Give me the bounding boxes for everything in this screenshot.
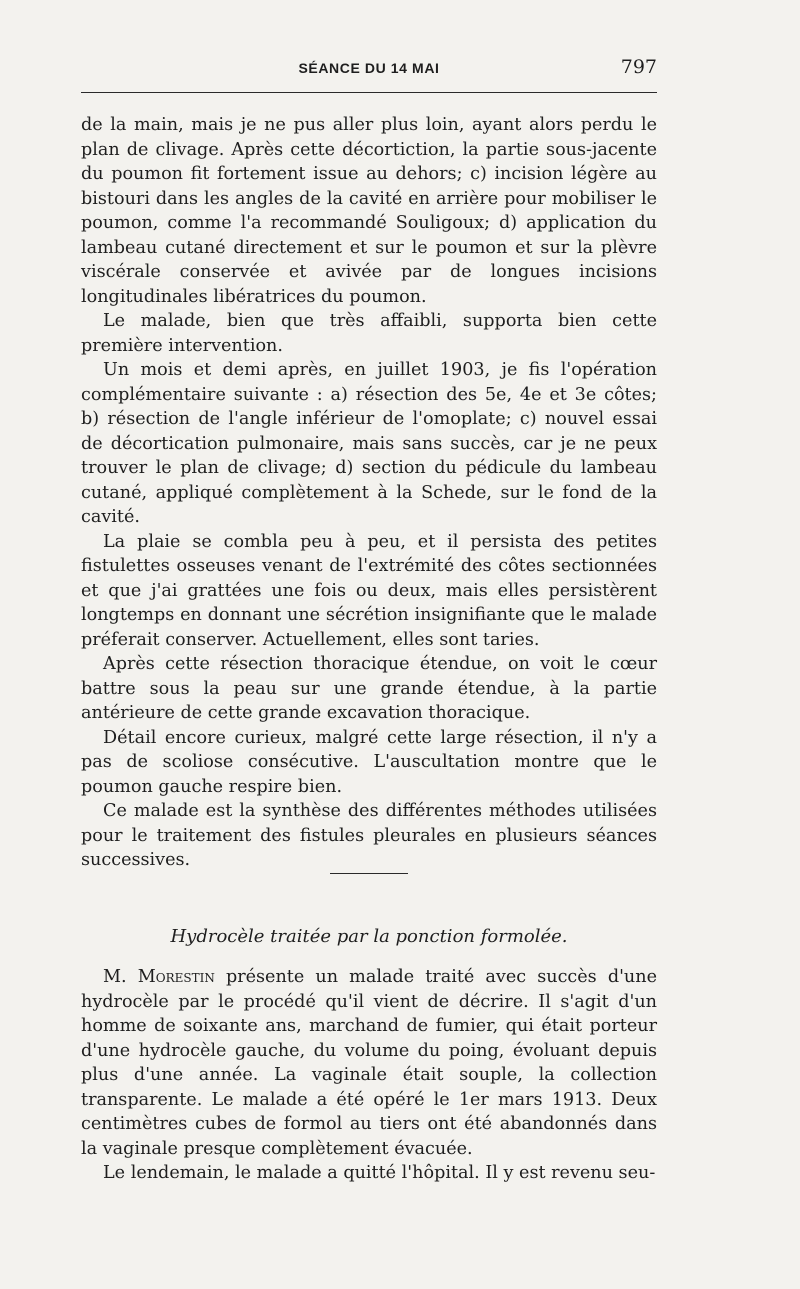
- section-separator: [330, 873, 408, 874]
- paragraph: Le malade, bien que très affaibli, supporta bien cette première intervention.: [81, 311, 657, 356]
- paragraph: Ce malade est la synthèse des différentes méthodes utilisées pour le traitement des fistules pleurales en plusieurs séances successives.: [81, 801, 657, 870]
- paragraph: Détail encore curieux, malgré cette large résection, il n'y a pas de scoliose consécutive. L'auscultation montre que le poumon gauche respire bien.: [81, 727, 657, 797]
- page-number: 797: [620, 56, 657, 78]
- header-rule: [81, 92, 657, 93]
- paragraph: Un mois et demi après, en juillet 1903, je fis l'opération complémentaire suivante : a) résection des 5e, 4e et 3e côtes; b) résection de l'angle inférieur de l'omoplate; c) nouvel essai de décortication pulmonaire, mais sans succès, car je ne peux trouver le plan de clivage; d) section du pédicule du lambeau cutané, appliqué complètement à la Schede, sur le fond de la cavité.: [81, 360, 657, 527]
- paragraph: La plaie se combla peu à peu, et il persista des petites fistulettes osseuses venant de l'extrémité des côtes sectionnées et que j'ai grattées une fois ou deux, mais elles persistèrent longtemps en donnant une sécrétion insignifiante que le malade préferait conserver. Actuellement, elles sont taries.: [81, 531, 657, 650]
- paragraph: Le lendemain, le malade a quitté l'hôpital. Il y est revenu seu-: [103, 1163, 656, 1183]
- body-text-upper: [81, 113, 657, 873]
- header-title: SÉANCE DU 14 MAI: [298, 60, 440, 76]
- paragraph: Après cette résection thoracique étendue, on voit le cœur battre sous la peau sur une grande étendue, à la partie antérieure de cette grande excavation thoracique.: [81, 654, 657, 723]
- section-title: Hydrocèle traitée par la ponction formolée.: [170, 926, 568, 947]
- paragraph: de la main, mais je ne pus aller plus loin, ayant alors perdu le plan de clivage. Après cette décortiction, la partie sous-jacente du poumon fit fortement issue au dehors; c) incision légère au bistouri dans les angles de la cavité en arrière pour mobiliser le poumon, comme l'a recommandé Souligoux; d) application du lambeau cutané directement et sur le poumon et sur la plèvre viscérale conservée et avivée par de longues incisions longitudinales libératrices du poumon.: [81, 115, 657, 307]
- running-header: [81, 56, 657, 84]
- paragraph-text: présente un malade traité avec succès d'une hydrocèle par le procédé qu'il vient de décrire. Il s'agit d'un homme de soixante ans, marchand de fumier, qui était porteur d'une hydrocèle gauche, du volume du poing, évoluant depuis plus d'une année. La vaginale était souple, la collection transparente. Le malade a été opéré le 1er mars 1913. Deux centimètres cubes de formol au tiers ont été abandonnés dans la vaginale presque complètement évacuée.: [81, 967, 657, 1159]
- paragraph: [81, 965, 657, 1161]
- speaker-prefix: M.: [103, 967, 138, 987]
- body-text-lower: [81, 965, 657, 1186]
- speaker-name: Morestin: [137, 967, 215, 987]
